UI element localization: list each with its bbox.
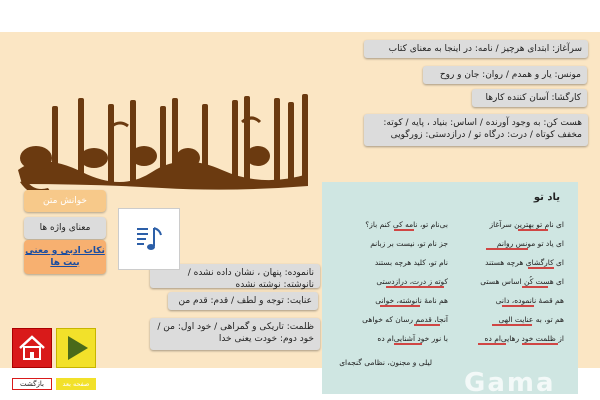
poem-title: یاد تو [533,192,560,203]
play-arrow-icon [57,329,95,367]
literary-points-button[interactable]: نکات ادبی و معنی بیت ها [24,240,106,274]
poem-line: کوته ز درت، درازدستی [376,277,448,286]
poem-line: ای یاد تو مونس روانم [496,239,564,248]
audio-player[interactable] [118,208,180,270]
definition-box: کارگشا: آسان کننده کارها [472,89,587,107]
poem-line: با نور خود آشنایی‌ام ده [377,334,448,343]
home-icon [13,329,51,367]
poem-line: نام تو، کلید هرچه بستند [374,258,448,267]
poem-line: ای نام تو بهترین سرآغاز [489,220,564,229]
poem-line: جز نام تو، نیست بر زبانم [370,239,448,248]
read-text-button[interactable]: خوانش متن [24,190,106,212]
definition-box: هست کن: به وجود آورنده / اساس: بنیاد ، پایه / کوته: مخفف کوتاه / درت: درگاه تو / درازدستی: زورگویی [364,114,588,146]
poem-line: هم نامهٔ نانوشته، خوانی [375,296,448,305]
poem-line: هم تو، به عنایت الهی [498,315,564,324]
slide-canvas [0,32,600,398]
home-button[interactable] [12,328,52,368]
bismillah-calligraphy [12,92,312,202]
calligraphy-text: بسم الله الرحمن الرحیم [162,200,173,201]
poem-line: آنجا، قدمم رسان که خواهی [362,315,448,324]
definition-box: ظلمت: تاریکی و گمراهی / خود اول: من / خود دوم: خودت یعنی خدا [150,318,320,350]
poem-line: بی‌نام تو، نامه کی کنم باز؟ [365,220,448,229]
poem-line: ای کارگشای هرچه هستند [485,258,564,267]
poem-line: ای هست کُن اساس هستی [480,277,564,286]
next-page-label[interactable]: صفحه بعد [56,378,96,390]
poem-line: هم قصهٔ نانموده، دانی [495,296,564,305]
gama-watermark: Gama [464,368,556,398]
definition-box: سرآغاز: ابتدای هرچیز / نامه: در اینجا به معنای کتاب [364,40,588,58]
next-page-button[interactable] [56,328,96,368]
definition-box: نانموده: پنهان ، نشان داده نشده / نانوشته: نوشته نشده [150,264,320,288]
music-list-icon [134,224,164,254]
word-meaning-button[interactable]: معنای واژه ها [24,217,106,239]
poem-credit: لیلی و مجنون، نظامی گنجه‌ای [339,358,432,367]
definition-box: عنایت: توجه و لطف / قدم: قدم من [168,292,318,310]
poem-panel [322,182,578,394]
poem-line: از ظلمت خود رهایی‌ام ده [484,334,564,343]
back-label[interactable]: بازگشت [12,378,52,390]
definition-box: مونس: یار و همدم / روان: جان و روح [423,66,587,84]
